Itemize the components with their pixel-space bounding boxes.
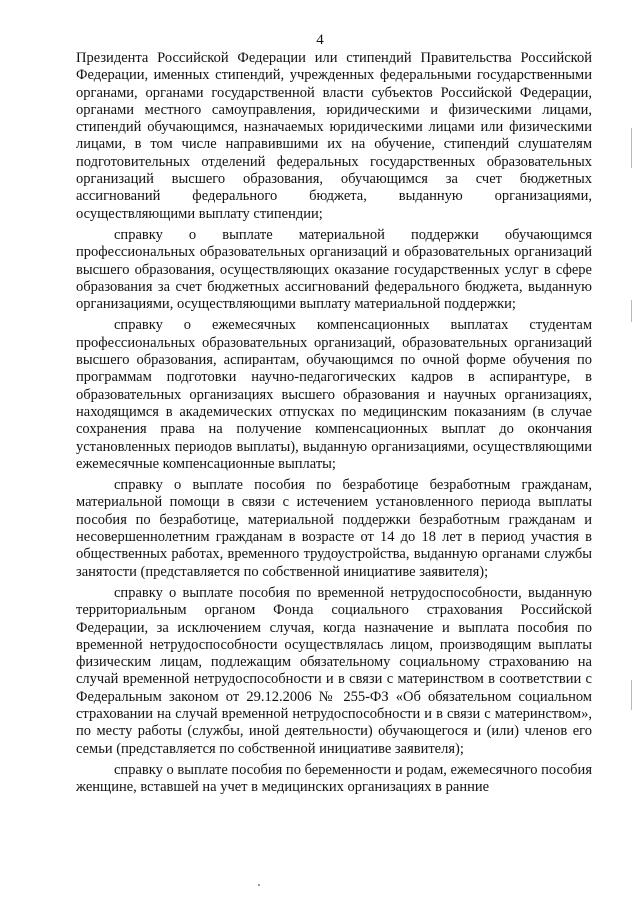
- scan-speck: [258, 884, 260, 886]
- paragraph-maternity-benefit: справку о выплате пособия по беременности и родам, ежемесячного пособия женщине, вставшей на учет в медицинских организациях в ранние: [76, 761, 592, 796]
- paragraph-sick-leave-benefit: справку о выплате пособия по временной нетрудоспособности, выданную территориальным органом Фонда социального страхования Российской Федерации, за исключением случая, когда назначение и выплата пособия по временной нетрудоспособности осуществлялась лицом, производящим выплаты физическим лицам, подлежащим обязательному социальному страхованию на случай временной нетрудоспособности и в связи с материнством в соответствии с Федеральным законом от 29.12.2006 № 255-ФЗ «Об обязательном социальном страховании на случай временной нетрудоспособности и в связи с материнством», по месту работы (службы, иной деятельности) обучающегося и (или) членов его семьи (представляется по собственной инициативе заявителя);: [76, 584, 592, 757]
- paragraph-scholarships-continuation: Президента Российской Федерации или стипендий Правительства Российской Федерации, именных стипендий, учрежденных федеральными государственными органами, органами государственной власти субъектов Российской Федерации, органами местного самоуправления, юридическими и физическими лицами, стипендий обучающимся, назначаемых юридическими лицами или физическими лицами, в том числе направившими их на обучение, стипендий слушателям подготовительных отделений федеральных государственных образовательных организаций высшего образования, обучающимся за счет бюджетных ассигнований федерального бюджета, выданную организациями, осуществляющими выплату стипендии;: [76, 50, 592, 222]
- scan-edge-mark: [631, 128, 632, 168]
- document-body: [76, 50, 592, 800]
- scan-edge-mark: [631, 300, 632, 322]
- scan-edge-mark: [631, 680, 632, 710]
- paragraph-compensation-payments: справку о ежемесячных компенсационных выплатах студентам профессиональных образовательных организаций, образовательных организаций высшего образования, аспирантам, обучающимся по очной форме обучения по программам подготовки научно-педагогических кадров в аспирантуре, в образовательных организациях высшего образования и научных организациях, находящимся в академических отпусках по медицинским показаниям (в случае сохранения права на получение компенсационных выплат до окончания установленных периодов выплаты), выданную организациями, осуществляющими ежемесячные компенсационные выплаты;: [76, 317, 592, 472]
- paragraph-material-support: справку о выплате материальной поддержки обучающимся профессиональных образовательных организаций и образовательных организаций высшего образования, осуществляющих оказание государственных услуг в сфере образования за счет бюджетных ассигнований федерального бюджета, выданную организациями, осуществляющими выплату материальной поддержки;: [76, 226, 592, 313]
- page-number: 4: [316, 32, 324, 48]
- paragraph-unemployment-benefit: справку о выплате пособия по безработице безработным гражданам, материальной помощи в связи с истечением установленного периода выплаты пособия по безработице, материальной поддержки безработным гражданам и несовершеннолетним гражданам в возрасте от 14 до 18 лет в период участия в общественных работах, временного трудоустройства, выданную органами службы занятости (представляется по собственной инициативе заявителя);: [76, 477, 592, 580]
